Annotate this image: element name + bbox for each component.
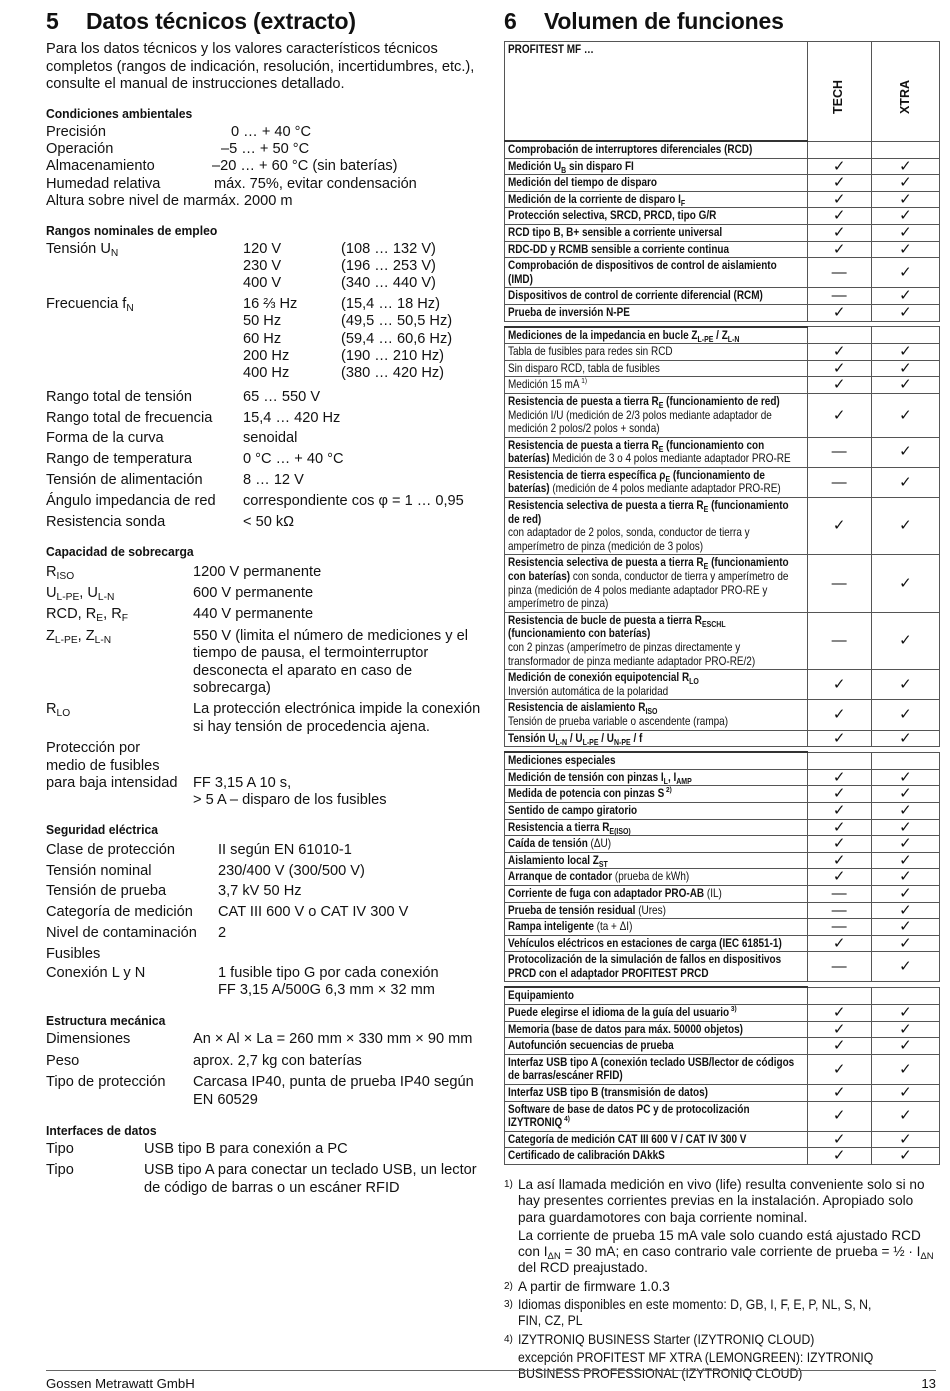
tech-mark: ✓ [807, 852, 871, 869]
kv-row: Nivel de contaminación 2 [46, 925, 227, 941]
category-row [505, 752, 940, 769]
row-label: Mediciones de la impedancia en bucle $Z_{L-PE} / Z_{L-N}$ [505, 327, 808, 344]
row-label: Vehículos eléctricos en estaciones de carga (IEC 61851-1) [505, 935, 808, 952]
xtra-mark: ✓ [871, 836, 939, 853]
tech-mark: ✓ [807, 935, 871, 952]
row-label: Medición 15 mA $^{1)}$ [505, 377, 808, 394]
kv-row: Tipo USB tipo A para conectar un teclado USB, un lector de código de barras o un escáner RFID [46, 1162, 477, 1196]
tech-mark: ✓ [807, 1005, 871, 1022]
functions-column [504, 8, 940, 1385]
table-row [505, 919, 940, 936]
table-row [505, 1148, 940, 1165]
row-label: Corriente de fuga con adaptador PRO-AB (IL) [505, 885, 808, 902]
tech-mark: ✓ [807, 869, 871, 886]
kv-row: Precisión 0 … + 40 °C [46, 123, 312, 140]
kv-row: Rango total de frecuencia 15,4 … 420 Hz [46, 409, 341, 426]
table-row [505, 555, 940, 612]
kv-row: Ángulo impedancia de red correspondiente cos φ = 1 … 0,95 [46, 492, 464, 509]
tech-mark [807, 987, 871, 1004]
row-label: Prueba de inversión N-PE [505, 304, 808, 321]
mech-list [46, 1031, 486, 1109]
tech-mark: — [807, 952, 871, 982]
nominal-title: Rangos nominales de empleo [46, 222, 218, 238]
kv-row: Peso aprox. 2,7 kg con baterías [46, 1052, 362, 1069]
kv-row: $R_{ISO}$ 1200 V permanente [46, 564, 322, 583]
xtra-mark: ✓ [871, 1021, 939, 1038]
row-label: Resistencia selectiva de puesta a tierra $R_E$ (funcionamiento con baterías) con sonda, conductor de tierra y amperímetro de pinza (medición de 4 polos mediante adaptador PRO-RE y amperímetro de pinza) [505, 555, 808, 612]
tech-mark: ✓ [807, 819, 871, 836]
kv-row: Tensión $U_N$ 120 V (108 … 132 V) [46, 240, 436, 259]
xtra-mark [871, 327, 939, 344]
table-row [505, 498, 940, 555]
intro-text: Para los datos técnicos y los valores característicos técnicos completos (rangos de indicación, resolución, incertidumbres, etc.), consulte el manual de instrucciones detallado. [46, 41, 475, 92]
row-label: RCD tipo B, B+ sensible a corriente universal [505, 224, 808, 241]
row-label: Prueba de tensión residual (Ures) [505, 902, 808, 919]
table-row [505, 1054, 940, 1084]
row-label: Comprobación de interruptores diferenciales (RCD) [505, 141, 808, 158]
tech-mark: ✓ [807, 344, 871, 361]
table-row [505, 224, 940, 241]
overload-title: Capacidad de sobrecarga [46, 544, 194, 560]
table-row [505, 1038, 940, 1055]
table-row [505, 802, 940, 819]
xtra-mark: ✓ [871, 670, 939, 700]
row-label: Medición $U_B$ sin disparo FI [505, 158, 808, 175]
kv-row: Tipo de protección Carcasa IP40, punta de prueba IP40 según EN 60529 [46, 1074, 474, 1108]
footer-company: Gossen Metrawatt GmbH [46, 1376, 195, 1391]
ambient-title: Condiciones ambientales [46, 105, 193, 121]
row-label: Medición del tiempo de disparo [505, 175, 808, 192]
table-row [505, 360, 940, 377]
xtra-mark: ✓ [871, 224, 939, 241]
row-label: Comprobación de dispositivos de control de aislamiento (IMD) [505, 258, 808, 288]
row-label: Medición de tensión con pinzas $I_L$, $I_{AMP}$ [505, 769, 808, 786]
riso-label: $R_{ISO}$ [46, 564, 75, 583]
tech-mark: — [807, 467, 871, 497]
page-footer [46, 1370, 936, 1391]
tech-mark: — [807, 288, 871, 305]
tech-mark: ✓ [807, 224, 871, 241]
xtra-mark: ✓ [871, 786, 939, 803]
row-label: Resistencia de puesta a tierra $R_E$ (funcionamiento con baterías) Medición de 3 o 4 polos mediante adaptador PRO-RE [505, 437, 808, 467]
tech-mark: ✓ [807, 393, 871, 437]
row-label: Protocolización de la simulación de fallos en dispositivos PRCD con el adaptador PROFITEST PRCD [505, 952, 808, 982]
tech-mark: ✓ [807, 1021, 871, 1038]
table-row [505, 467, 940, 497]
row-label: Sin disparo RCD, tabla de fusibles [505, 360, 808, 377]
kv-row: Humedad relativa máx. 75%, evitar condensación [46, 175, 417, 192]
table-row [505, 700, 940, 730]
xtra-mark: ✓ [871, 377, 939, 394]
kv-row: RCD, $R_E$, $R_F$ 440 V permanente [46, 605, 314, 624]
tech-mark: — [807, 919, 871, 936]
ambient-list [46, 124, 486, 211]
footnotes [504, 1177, 940, 1383]
xtra-mark: ✓ [871, 852, 939, 869]
table-row [505, 191, 940, 208]
functions-table [504, 41, 940, 1165]
tech-mark: ✓ [807, 360, 871, 377]
tech-mark: — [807, 885, 871, 902]
tech-mark: — [807, 902, 871, 919]
frequency-block [46, 296, 486, 383]
row-label: Dispositivos de control de corriente diferencial (RCM) [505, 288, 808, 305]
xtra-mark: ✓ [871, 288, 939, 305]
row-label: Resistencia de tierra específica $\rho_E$ (funcionamiento de baterías) (medición de 4 polos mediante adaptador PRO-RE) [505, 467, 808, 497]
kv-row: Clase de protección II según EN 61010-1 [46, 841, 352, 858]
col-tech: TECH [807, 42, 871, 142]
row-label: Certificado de calibración DAkkS [505, 1148, 808, 1165]
tech-mark: ✓ [807, 1054, 871, 1084]
row-label: Protección selectiva, SRCD, PRCD, tipo G/R [505, 208, 808, 225]
tech-mark [807, 752, 871, 769]
tech-mark: — [807, 258, 871, 288]
table-row [505, 819, 940, 836]
tech-mark: ✓ [807, 730, 871, 747]
rcd-label: RCD, $R_E$, $R_F$ [46, 605, 129, 624]
page-number: 13 [921, 1376, 936, 1391]
tech-mark: ✓ [807, 304, 871, 321]
table-row [505, 902, 940, 919]
xtra-mark: ✓ [871, 700, 939, 730]
row-label: Interfaz USB tipo B (transmisión de datos) [505, 1085, 808, 1102]
tech-mark: — [807, 437, 871, 467]
xtra-mark: ✓ [871, 819, 939, 836]
section-heading: 6 Volumen de funciones [504, 8, 784, 34]
kv-row: Rango de temperatura 0 °C … + 40 °C [46, 451, 344, 468]
data-interfaces-title: Interfaces de datos [46, 1123, 157, 1139]
row-label: Mediciones especiales [505, 752, 808, 769]
kv-row: Tensión nominal 230/400 V (300/500 V) [46, 862, 365, 879]
ul-label: $U_{L-PE}$, $U_{L-N}$ [46, 585, 115, 604]
kv-row: Protección por [46, 740, 141, 757]
row-label: Resistencia de aislamiento $R_{ISO}$ Tensión de prueba variable o ascendente (rampa) [505, 700, 808, 730]
xtra-mark: ✓ [871, 885, 939, 902]
kv-row: Forma de la curva senoidal [46, 430, 298, 447]
tech-mark: ✓ [807, 1038, 871, 1055]
tech-mark: — [807, 555, 871, 612]
tech-mark: ✓ [807, 1131, 871, 1148]
xtra-mark: ✓ [871, 344, 939, 361]
row-label: Medición de la corriente de disparo $I_F$ [505, 191, 808, 208]
footnote: 3) Idiomas disponibles en este momento: D, GB, I, F, E, P, NL, S, N, FIN, CZ, PL [504, 1297, 872, 1329]
table-row [505, 1085, 940, 1102]
tech-mark: ✓ [807, 786, 871, 803]
row-label: Equipamiento [505, 987, 808, 1004]
tech-mark: ✓ [807, 1085, 871, 1102]
kv-row: Fusibles [46, 945, 101, 962]
zl-label: $Z_{L-PE}$, $Z_{L-N}$ [46, 627, 112, 646]
xtra-mark: ✓ [871, 258, 939, 288]
row-label: Puede elegirse el idioma de la guía del usuario $^{3)}$ [505, 1005, 808, 1022]
xtra-mark: ✓ [871, 437, 939, 467]
row-label: Resistencia selectiva de puesta a tierra $R_E$ (funcionamiento de red) con adaptador de 2 polos, sonda, conductor de tierra y amperímetro de pinza (medición de 3 polos) [505, 498, 808, 555]
table-row [505, 852, 940, 869]
kv-row: > 5 A – disparo de los fusibles [193, 792, 387, 809]
tech-mark: ✓ [807, 158, 871, 175]
table-row [505, 786, 940, 803]
rlo-label: $R_{LO}$ [46, 701, 71, 720]
table-row [505, 730, 940, 747]
kv-row: para baja intensidad FF 3,15 A 10 s, [46, 775, 292, 791]
footnote: excepción PROFITEST MF XTRA (LEMONGREEN): IZYTRONIQ BUSINESS PROFESSIONAL (IZYTRONIQ CLOUD) [518, 1349, 874, 1382]
table-title: PROFITEST MF … [505, 42, 808, 142]
xtra-mark: ✓ [871, 919, 939, 936]
row-label: Interfaz USB tipo A (conexión teclado USB/lector de códigos de barras/escáner RFID) [505, 1054, 808, 1084]
kv-row: Rango total de tensión 65 … 550 V [46, 388, 321, 405]
row-label: Medición de conexión equipotencial $R_{LO}$ Inversión automática de la polaridad [505, 670, 808, 700]
safety-title: Seguridad eléctrica [46, 821, 158, 837]
kv-row: Altura sobre nivel de mar máx. 2000 m [46, 193, 293, 210]
row-label: Tensión $U_{L-N} / U_{L-PE} / U_{N-PE}$ / f [505, 730, 808, 747]
row-label: RDC-DD y RCMB sensible a corriente continua [505, 241, 808, 258]
kv-row: $R_{LO}$ La protección electrónica impide la conexión si hay tensión de procedencia ajena. [46, 701, 481, 735]
table-row [505, 158, 940, 175]
xtra-mark [871, 752, 939, 769]
xtra-mark [871, 987, 939, 1004]
category-row [505, 141, 940, 158]
tech-mark: ✓ [807, 191, 871, 208]
section-heading: 5 Datos técnicos (extracto) [46, 8, 356, 34]
kv-row: Operación –5 … + 50 °C [46, 140, 310, 157]
kv-row: Tensión de prueba 3,7 kV 50 Hz [46, 883, 302, 900]
voltage-block [46, 241, 486, 293]
xtra-mark: ✓ [871, 730, 939, 747]
row-label: Rampa inteligente (ta + ΔI) [505, 919, 808, 936]
voltage-label: Tensión $U_N$ [46, 240, 119, 259]
tech-mark: ✓ [807, 498, 871, 555]
category-row [505, 987, 940, 1004]
table-row [505, 885, 940, 902]
tech-mark: ✓ [807, 377, 871, 394]
row-label: Caída de tensión (ΔU) [505, 836, 808, 853]
xtra-mark: ✓ [871, 1005, 939, 1022]
tech-mark: ✓ [807, 836, 871, 853]
kv-row: $Z_{L-PE}$, $Z_{L-N}$ 550 V (limita el número de mediciones y el tiempo de pausa, el termointerruptor desconecta el aparato en caso de sobrecarga) [46, 627, 468, 696]
safety-list [46, 840, 486, 1000]
xtra-mark: ✓ [871, 360, 939, 377]
row-label: Sentido de campo giratorio [505, 802, 808, 819]
table-row [505, 437, 940, 467]
table-row [505, 377, 940, 394]
tech-mark [807, 141, 871, 158]
xtra-mark: ✓ [871, 304, 939, 321]
row-label: Autofunción secuencias de prueba [505, 1038, 808, 1055]
tech-mark: ✓ [807, 1101, 871, 1131]
table-row [505, 1131, 940, 1148]
table-row [505, 304, 940, 321]
nominal-list [46, 387, 486, 533]
row-label: Categoría de medición CAT III 600 V / CAT IV 300 V [505, 1131, 808, 1148]
xtra-mark: ✓ [871, 1054, 939, 1084]
category-row [505, 327, 940, 344]
tech-mark: ✓ [807, 700, 871, 730]
xtra-mark: ✓ [871, 902, 939, 919]
xtra-mark: ✓ [871, 1101, 939, 1131]
table-row [505, 869, 940, 886]
table-row [505, 1021, 940, 1038]
kv-row: 60 Hz (59,4 … 60,6 Hz) [243, 330, 453, 347]
row-label: Medida de potencia con pinzas S $^{2)}$ [505, 786, 808, 803]
xtra-mark: ✓ [871, 1085, 939, 1102]
kv-row: Conexión L y N 1 fusible tipo G por cada conexión [46, 964, 439, 981]
row-label: Aislamiento local $Z_{ST}$ [505, 852, 808, 869]
xtra-mark: ✓ [871, 1131, 939, 1148]
xtra-mark: ✓ [871, 208, 939, 225]
table-row [505, 952, 940, 982]
kv-row: Resistencia sonda < 50 kΩ [46, 513, 295, 530]
kv-row: Almacenamiento –20 … + 60 °C (sin baterías) [46, 158, 398, 175]
row-label: Resistencia de bucle de puesta a tierra $R_{ESCHL}$ (funcionamiento con baterías) con 2 pinzas (amperímetro de pinzas directamente y transformador de pinza mediante adaptador PRO-RE/2) [505, 612, 808, 669]
kv-row: Tensión de alimentación 8 … 12 V [46, 471, 304, 488]
xtra-mark: ✓ [871, 191, 939, 208]
tech-mark: ✓ [807, 769, 871, 786]
tech-mark: ✓ [807, 1148, 871, 1165]
xtra-mark: ✓ [871, 555, 939, 612]
kv-row: 230 V (196 … 253 V) [243, 257, 436, 274]
kv-row: 50 Hz (49,5 … 50,5 Hz) [243, 313, 453, 330]
xtra-mark: ✓ [871, 1038, 939, 1055]
kv-row: 200 Hz (190 … 210 Hz) [243, 347, 445, 364]
table-row [505, 670, 940, 700]
tech-mark: ✓ [807, 241, 871, 258]
footnote: 2) A partir de firmware 1.0.3 [504, 1278, 670, 1294]
kv-row: $U_{L-PE}$, $U_{L-N}$ 600 V permanente [46, 585, 314, 604]
row-label: Resistencia a tierra $R_{E(ISO)}$ [505, 819, 808, 836]
tech-mark: ✓ [807, 175, 871, 192]
mech-title: Estructura mecánica [46, 1013, 166, 1029]
footnote: La corriente de prueba 15 mA vale solo cuando está ajustado RCD con $I_{\Delta N} = 30$ mA; en caso contrario vale corriente de prueba = ½ · $I_{\Delta N}$ del RCD preajustado. [518, 1227, 934, 1276]
table-row [505, 935, 940, 952]
overload-list [46, 562, 486, 809]
table-row [505, 1005, 940, 1022]
table-row [505, 208, 940, 225]
kv-row: medio de fusibles [46, 757, 160, 774]
xtra-mark: ✓ [871, 241, 939, 258]
row-label: Tabla de fusibles para redes sin RCD [505, 344, 808, 361]
col-xtra: XTRA [871, 42, 939, 142]
table-row [505, 175, 940, 192]
kv-row: Tipo USB tipo B para conexión a PC [46, 1141, 348, 1158]
tech-mark [807, 327, 871, 344]
table-row [505, 769, 940, 786]
kv-row: 400 Hz (380 … 420 Hz) [243, 365, 445, 382]
xtra-mark: ✓ [871, 393, 939, 437]
footnote: 1) La así llamada medición en vivo (life) resulta conveniente solo si no hay presentes corrientes previas en la instalación. Apropiado solo para guardamotores con baja corriente nominal. [504, 1177, 925, 1225]
xtra-mark: ✓ [871, 1148, 939, 1165]
kv-row: 400 V (340 … 440 V) [243, 275, 436, 292]
table-row [505, 612, 940, 669]
xtra-mark [871, 141, 939, 158]
xtra-mark: ✓ [871, 498, 939, 555]
technical-data-column [46, 8, 486, 1197]
kv-row: Categoría de medición CAT III 600 V o CAT IV 300 V [46, 904, 409, 921]
tech-mark: ✓ [807, 208, 871, 225]
table-row [505, 241, 940, 258]
tech-mark: ✓ [807, 802, 871, 819]
row-label: Resistencia de puesta a tierra $R_E$ (funcionamiento de red) Medición I/U (medición de 2/3 polos mediante adaptador de medición 2 polos/2 polos + sonda) [505, 393, 808, 437]
table-header [505, 42, 940, 142]
kv-row: Dimensiones An × Al × La = 260 mm × 330 mm × 90 mm [46, 1031, 473, 1048]
data-interfaces-list [46, 1141, 486, 1197]
table-row [505, 344, 940, 361]
table-row [505, 836, 940, 853]
row-label: Arranque de contador (prueba de kWh) [505, 869, 808, 886]
table-row [505, 258, 940, 288]
xtra-mark: ✓ [871, 769, 939, 786]
tech-mark: — [807, 612, 871, 669]
row-label: Memoria (base de datos para máx. 50000 objetos) [505, 1021, 808, 1038]
xtra-mark: ✓ [871, 158, 939, 175]
xtra-mark: ✓ [871, 467, 939, 497]
footnote: 4) IZYTRONIQ BUSINESS Starter (IZYTRONIQ CLOUD) [504, 1331, 815, 1347]
xtra-mark: ✓ [871, 869, 939, 886]
xtra-mark: ✓ [871, 952, 939, 982]
xtra-mark: ✓ [871, 802, 939, 819]
table-row [505, 288, 940, 305]
table-row [505, 1101, 940, 1131]
frequency-label: Frecuencia $f_N$ [46, 295, 134, 314]
tech-mark: ✓ [807, 670, 871, 700]
xtra-mark: ✓ [871, 612, 939, 669]
kv-row: FF 3,15 A/500G 6,3 mm × 32 mm [218, 982, 435, 998]
table-row [505, 393, 940, 437]
xtra-mark: ✓ [871, 935, 939, 952]
xtra-mark: ✓ [871, 175, 939, 192]
row-label: Software de base de datos PC y de protocolización IZYTRONIQ $^{4)}$ [505, 1101, 808, 1131]
kv-row: Frecuencia $f_N$ 16 ⅔ Hz (15,4 … 18 Hz) [46, 295, 440, 314]
